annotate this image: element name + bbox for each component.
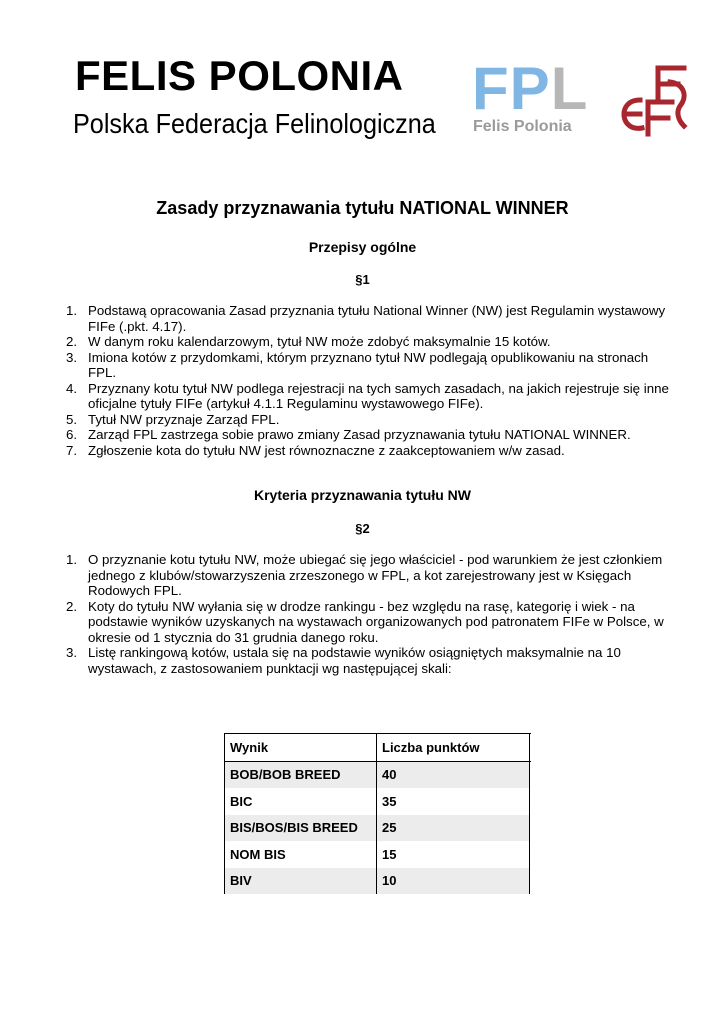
table-header-cell: Wynik xyxy=(225,734,377,762)
table-cell: 40 xyxy=(377,761,530,788)
list-item: 1. Podstawą opracowania Zasad przyznania tytułu National Winner (NW) jest Regulamin wystawowy FIFe (.pkt. 4.17). xyxy=(66,303,666,334)
fpl-logo-letter-p: P xyxy=(509,55,551,122)
score-table xyxy=(224,733,531,894)
paragraph-mark-1: §1 xyxy=(355,272,370,287)
table-row xyxy=(225,841,532,868)
table-cell: NOM BIS xyxy=(225,841,377,868)
org-name: FELIS POLONIA xyxy=(75,52,404,99)
table-row xyxy=(225,788,532,815)
table-cell: 10 xyxy=(377,868,530,895)
table-cell: 25 xyxy=(377,815,530,842)
table-cell: BIV xyxy=(225,868,377,895)
list-item: 2. Koty do tytułu NW wyłania się w drodze rankingu - bez względu na rasę, kategorię i wiek - na podstawie wyników uzyskanych na wystawach organizowanych pod patronatem FIFe w Polsce, w okresie od 1 stycznia do 31 grudnia danego roku. xyxy=(66,598,664,645)
table-row xyxy=(225,868,532,895)
section-heading-general-rules: Przepisy ogólne xyxy=(308,239,417,255)
general-rules-list xyxy=(60,303,675,458)
list-item: 4. Przyznany kotu tytuł NW podlega rejestracji na tych samych zasadach, na jakich rejestruje się inne oficjalne tytuły FIFe (artykuł 4.1.1 Regulaminu wystawowego FIFe). xyxy=(66,380,669,411)
list-item: 7. Zgłoszenie kota do tytułu NW jest równoznaczne z zaakceptowaniem w/w zasad. xyxy=(66,442,565,458)
list-item: 2. W danym roku kalendarzowym, tytuł NW może zdobyć maksymalnie 15 kotów. xyxy=(66,334,551,349)
table-header-row xyxy=(225,734,532,762)
fpl-logo-subtitle: Felis Polonia xyxy=(473,118,572,135)
table-cell: BOB/BOB BREED xyxy=(225,761,377,788)
fpl-logo-letter-f: F xyxy=(472,55,510,122)
table-cell: BIS/BOS/BIS BREED xyxy=(225,815,377,842)
table-cell: 35 xyxy=(377,788,530,815)
org-subtitle: Polska Federacja Felinologiczna xyxy=(73,108,436,139)
list-item: 6. Zarząd FPL zastrzega sobie prawo zmiany Zasad przyznawania tytułu NATIONAL WINNER. xyxy=(66,427,631,442)
fife-logo-icon xyxy=(620,62,692,138)
list-item: 3. Imiona kotów z przydomkami, którym przyznano tytuł NW podlegają opublikowaniu na stronach FPL. xyxy=(66,349,649,380)
fpl-logo-letter-l: L xyxy=(550,55,589,122)
list-item: 5. Tytuł NW przyznaje Zarząd FPL. xyxy=(66,411,280,427)
table-cell: 15 xyxy=(377,841,530,868)
section-heading-criteria: Kryteria przyznawania tytułu NW xyxy=(253,487,472,503)
paragraph-mark-2: §2 xyxy=(355,521,370,536)
table-row xyxy=(225,761,532,788)
list-item: 1. O przyznanie kotu tytułu NW, może ubiegać się jego właściciel - pod warunkiem że jest członkiem jednego z klubów/stowarzyszenia zrzeszonego w FPL, a kot zarejestrowany jest w Księgach Rodowych FPL. xyxy=(66,552,663,598)
table-row xyxy=(225,815,532,842)
fpl-logo xyxy=(472,55,597,141)
criteria-list xyxy=(60,552,675,676)
list-item: 3. Listę rankingową kotów, ustala się na podstawie wyników osiągniętych maksymalnie na 10 wystawach, z zastosowaniem punktacji wg następującej skali: xyxy=(66,645,621,676)
table-cell: BIC xyxy=(225,788,377,815)
document-title: Zasady przyznawania tytułu NATIONAL WINNER xyxy=(156,198,569,218)
table-header-cell: Liczba punktów xyxy=(377,734,530,762)
